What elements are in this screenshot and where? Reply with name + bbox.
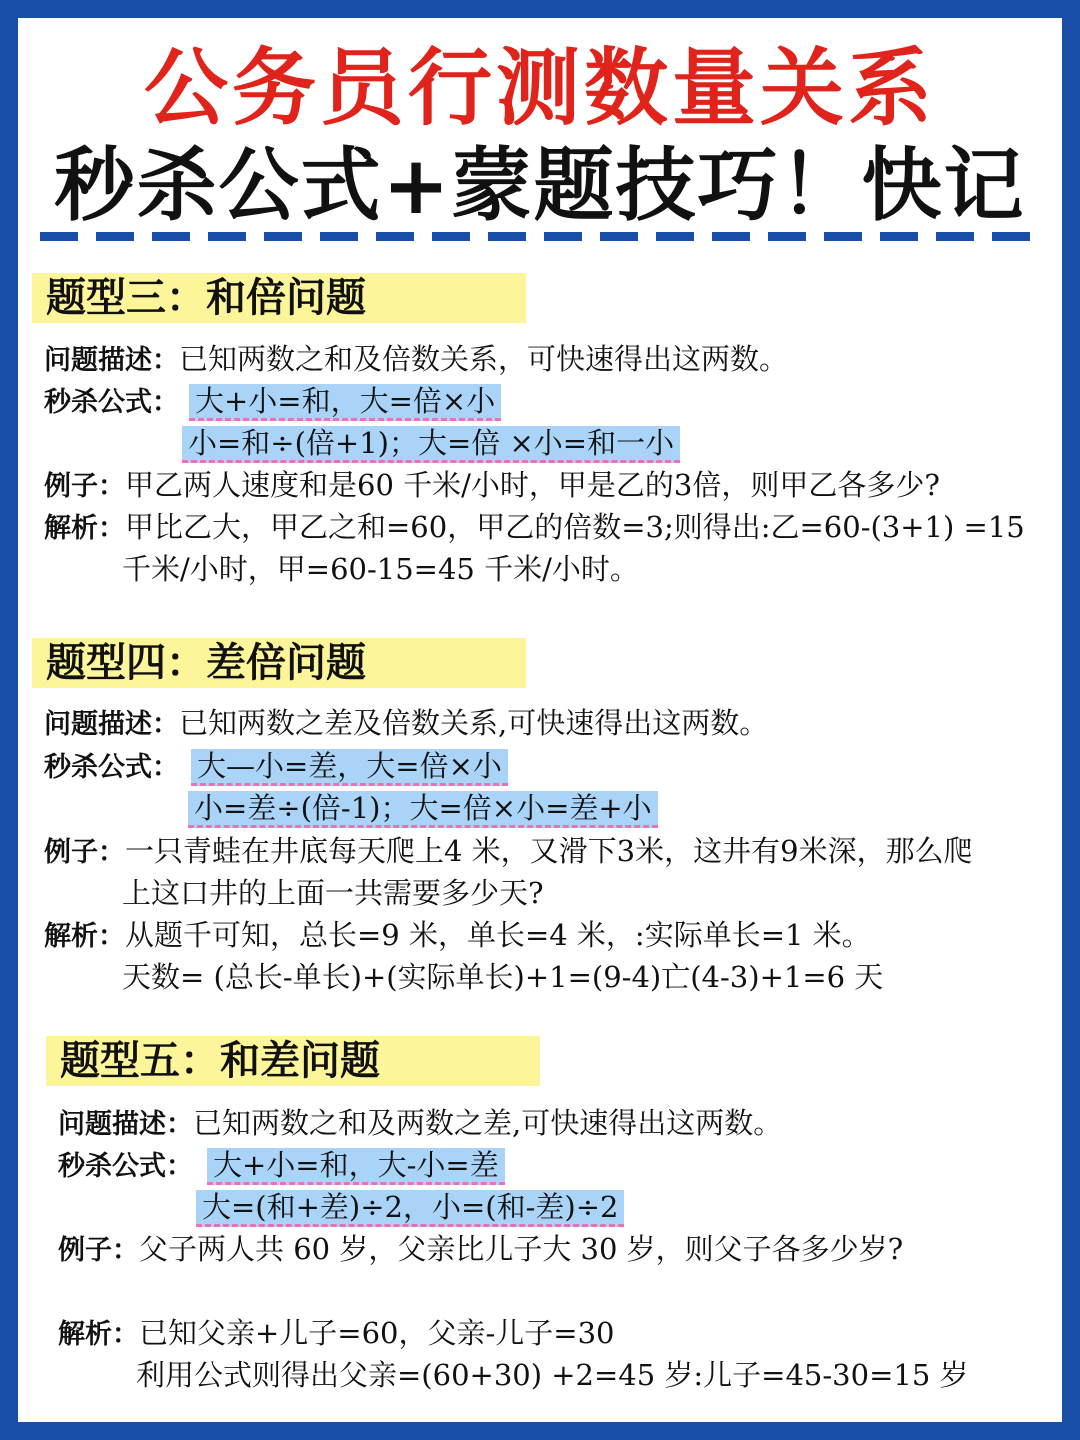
example-label: 例子： [44,837,125,868]
formula-line-2 [188,789,658,827]
example-label: 例子： [58,1235,139,1266]
analysis-text: 已知父亲+儿子=60，父亲-儿子=30 [139,1316,615,1350]
formula-label: 秒杀公式： [44,387,179,418]
example-line [58,1230,903,1270]
desc-line [44,340,788,380]
analysis-text: 从题千可知，总长=9 米，单长=4 米，:实际单长=1 米。 [125,918,871,952]
formula-line-1 [44,747,508,787]
page-card [18,18,1062,1422]
section-heading-he-bei: 题型三：和倍问题 [32,273,526,323]
analysis-line-2: 千米/小时，甲=60-15=45 千米/小时。 [122,552,639,586]
formula-line-2 [196,1188,624,1226]
example-line-2: 上这口井的上面一共需要多少天? [122,876,544,910]
desc-text: 已知两数之和及两数之差,可快速得出这两数。 [193,1106,783,1140]
formula-line-2 [182,424,680,462]
formula-line-1 [58,1146,505,1186]
desc-label: 问题描述： [44,345,179,376]
example-text: 父子两人共 60 岁，父亲比儿子大 30 岁，则父子各多少岁? [139,1232,904,1266]
analysis-label: 解析： [44,921,125,952]
formula-1: 大+小=和，大=倍×小 [189,384,501,421]
section-heading-he-cha: 题型五：和差问题 [46,1036,540,1086]
main-title: 公务员行测数量关系 [143,39,936,137]
analysis-line-2: 天数= (总长-单长)+(实际单长)+1=(9-4)亡(4-3)+1=6 天 [122,960,884,994]
example-text: 一只青蛙在井底每天爬上4 米，又滑下3米，这井有9米深，那么爬 [125,834,973,868]
analysis-label: 解析： [44,513,125,544]
desc-text: 已知两数之差及倍数关系,可快速得出这两数。 [179,706,769,740]
formula-2: 大=(和+差)÷2，小=(和-差)÷2 [196,1190,624,1227]
example-label: 例子： [44,471,125,502]
analysis-line [44,508,1025,548]
formula-label: 秒杀公式： [58,1151,193,1182]
desc-label: 问题描述： [44,709,179,740]
formula-line-1 [44,382,501,422]
formula-label: 秒杀公式： [44,752,179,783]
subtitle: 秒杀公式+蒙题技巧！快记 [54,139,1026,232]
desc-label: 问题描述： [58,1109,193,1140]
desc-line [44,704,768,744]
desc-line [58,1104,782,1144]
example-text: 甲乙两人速度和是60 千米/小时，甲是乙的3倍，则甲乙各多少? [125,468,940,502]
desc-text: 已知两数之和及倍数关系，可快速得出这两数。 [179,342,789,376]
analysis-line-2: 利用公式则得出父亲=(60+30) +2=45 岁:儿子=45-30=15 岁 [136,1358,969,1392]
analysis-text: 甲比乙大，甲乙之和=60，甲乙的倍数=3;则得出:乙=60-(3+1) =15 [125,510,1025,544]
formula-2: 小=差÷(倍-1)；大=倍×小=差+小 [188,791,658,828]
analysis-line [44,916,871,956]
formula-2: 小=和÷(倍+1)；大=倍 ×小=和一小 [182,426,680,463]
dashed-divider [40,232,1030,241]
analysis-label: 解析： [58,1319,139,1350]
example-line [44,832,973,872]
section-heading-cha-bei: 题型四：差倍问题 [32,638,526,688]
formula-1: 大+小=和，大-小=差 [207,1148,505,1185]
example-line [44,466,940,506]
analysis-line [58,1314,615,1354]
formula-1: 大—小=差，大=倍×小 [191,749,508,786]
